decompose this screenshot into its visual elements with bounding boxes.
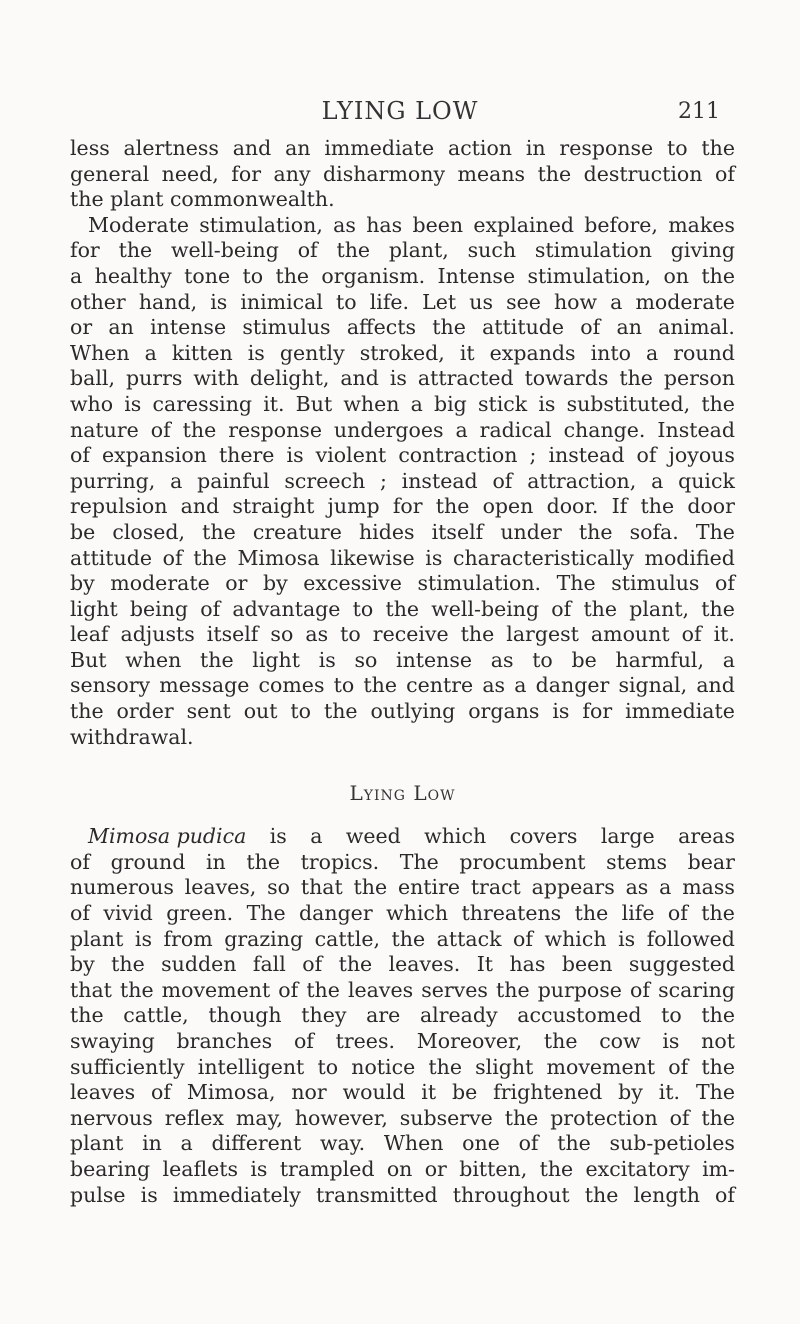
text-line: that the movement of the leaves serves the purpose of scaring bbox=[70, 977, 735, 1002]
text-line: light being of advantage to the well-being of the plant, the bbox=[70, 596, 735, 621]
text-line: for the well-being of the plant, such stimulation giving bbox=[70, 238, 735, 263]
text-line: leaf adjusts itself so as to receive the largest amount of it. bbox=[70, 622, 735, 647]
text-line: be closed, the creature hides itself under the sofa. The bbox=[70, 519, 735, 544]
text-line: nature of the response undergoes a radical change. Instead bbox=[70, 417, 735, 442]
text-line: sensory message comes to the centre as a danger signal, and bbox=[70, 673, 735, 698]
section-heading-text: Lying Low bbox=[349, 781, 456, 806]
text-line: purring, a painful screech ; instead of attraction, a quick bbox=[70, 468, 735, 493]
text-line: a healthy tone to the organism. Intense stimulation, on the bbox=[70, 263, 735, 288]
text-line: of expansion there is violent contraction ; instead of joyous bbox=[70, 443, 735, 468]
text-line: But when the light is so intense as to be harmful, a bbox=[70, 647, 735, 672]
text-line: plant is from grazing cattle, the attack of which is followed bbox=[70, 926, 735, 951]
text-line: leaves of Mimosa, nor would it be frightened by it. The bbox=[70, 1080, 735, 1105]
text-line: the cattle, though they are already accustomed to the bbox=[70, 1003, 735, 1028]
text-line: numerous leaves, so that the entire tract appears as a mass bbox=[70, 875, 735, 900]
text-column bbox=[70, 136, 735, 1208]
text-line: sufficiently intelligent to notice the slight movement of the bbox=[70, 1054, 735, 1079]
text-line: other hand, is inimical to life. Let us see how a moderate bbox=[70, 289, 735, 314]
paragraph-2 bbox=[70, 213, 735, 750]
text-line: withdrawal. bbox=[70, 724, 194, 749]
paragraph-3 bbox=[70, 824, 735, 1208]
text-line: Moderate stimulation, as has been explained before, makes bbox=[88, 212, 735, 237]
text-line: attitude of the Mimosa likewise is characteristically modified bbox=[70, 545, 735, 570]
species-name: Mimosa pudica bbox=[88, 824, 247, 849]
text-line: repulsion and straight jump for the open door. If the door bbox=[70, 494, 735, 519]
text-line: When a kitten is gently stroked, it expands into a round bbox=[70, 340, 735, 365]
text-line: pulse is immediately transmitted throughout the length of bbox=[70, 1182, 735, 1207]
text-line: the plant commonwealth. bbox=[70, 187, 335, 212]
text-line: who is caressing it. But when a big stick is substituted, the bbox=[70, 391, 735, 416]
text-line: plant in a different way. When one of the sub-petioles bbox=[70, 1131, 735, 1156]
text-line: by moderate or by excessive stimulation. The stimulus of bbox=[70, 571, 735, 596]
text-line: or an intense stimulus affects the attitude of an animal. bbox=[70, 315, 735, 340]
section-heading bbox=[70, 764, 735, 822]
text-line: nervous reflex may, however, subserve the protection of the bbox=[70, 1105, 735, 1130]
text-line: Mimosa pudica is a weed which covers large areas bbox=[88, 824, 735, 849]
text-line: swaying branches of trees. Moreover, the cow is not bbox=[70, 1029, 735, 1053]
text-line: less alertness and an immediate action in response to the bbox=[70, 136, 735, 160]
text-line: ball, purrs with delight, and is attracted towards the person bbox=[70, 366, 735, 391]
text-line: of vivid green. The danger which threatens the life of the bbox=[70, 901, 735, 926]
page-number: 211 bbox=[678, 99, 720, 124]
page-header bbox=[0, 97, 800, 137]
text-line: general need, for any disharmony means the destruction of bbox=[70, 161, 735, 186]
text-line: the order sent out to the outlying organs is for immediate bbox=[70, 699, 735, 724]
paragraph-1 bbox=[70, 136, 735, 213]
text-line: bearing leaflets is trampled on or bitten, the excitatory im- bbox=[70, 1156, 735, 1181]
text-line: by the sudden fall of the leaves. It has been suggested bbox=[70, 952, 735, 977]
text-line: of ground in the tropics. The procumbent stems bear bbox=[70, 849, 735, 874]
running-head: LYING LOW bbox=[321, 97, 479, 125]
